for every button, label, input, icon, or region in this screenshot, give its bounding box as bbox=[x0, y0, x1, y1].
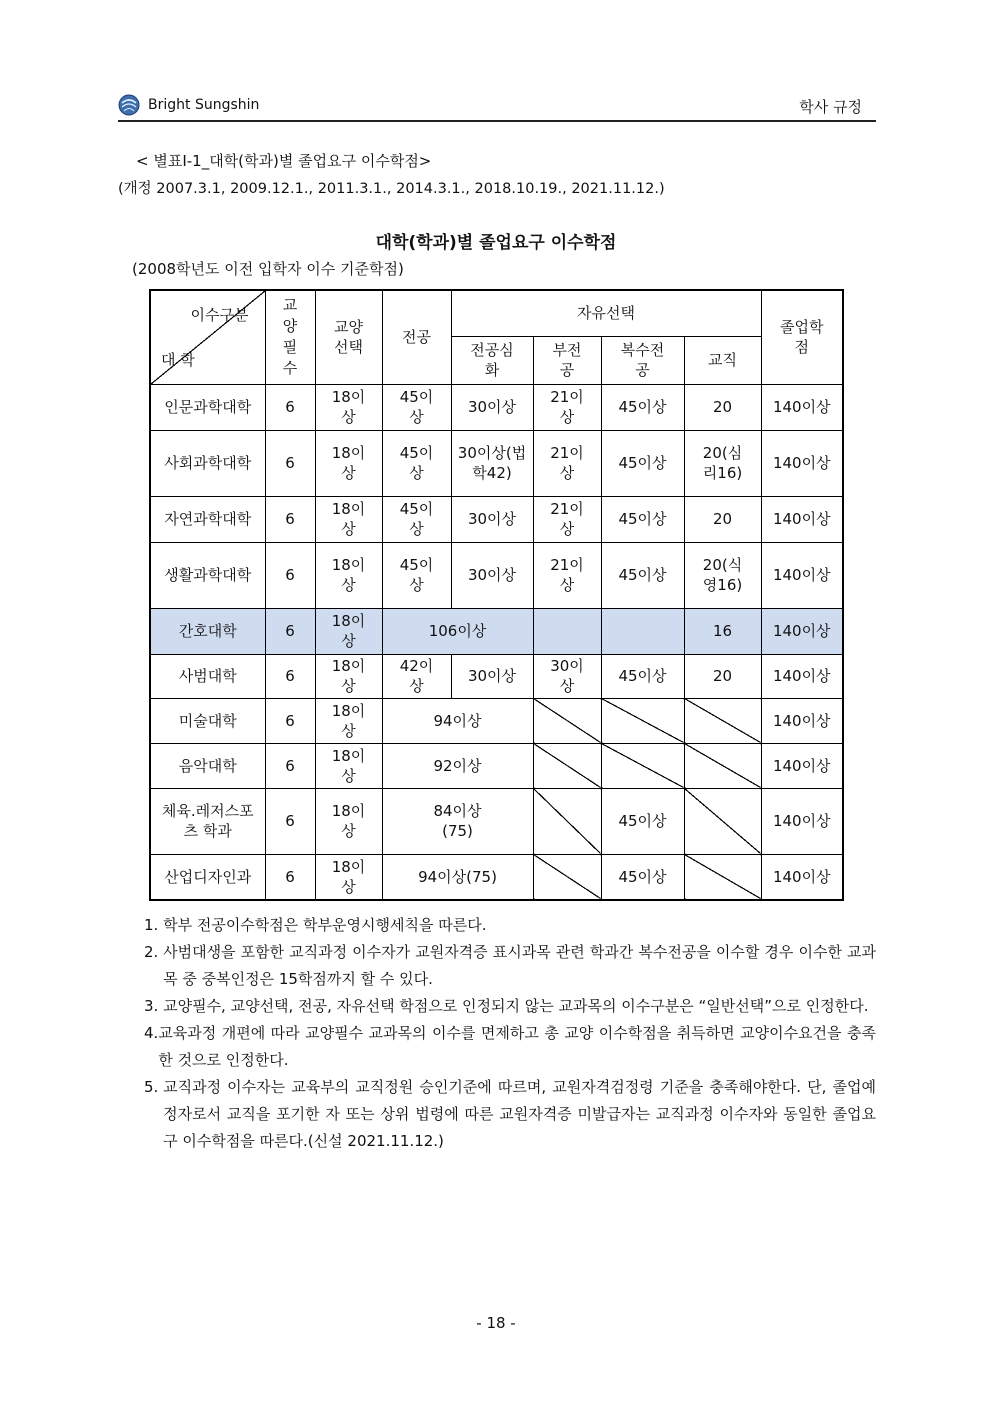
ge-elective-credits: 18이상 bbox=[315, 496, 382, 542]
table-row bbox=[150, 654, 843, 698]
table-row bbox=[150, 496, 843, 542]
college-name: 체육.레저스포츠 학과 bbox=[150, 788, 265, 854]
ge-required-credits: 6 bbox=[265, 384, 315, 430]
ge-required-credits: 6 bbox=[265, 654, 315, 698]
ge-required-credits: 6 bbox=[265, 788, 315, 854]
total-credits: 140이상 bbox=[761, 430, 843, 496]
advanced-major-credits: 30이상(법학42) bbox=[451, 430, 533, 496]
table-row bbox=[150, 854, 843, 900]
teaching-credits: 20 bbox=[684, 654, 761, 698]
ge-elective-credits: 18이상 bbox=[315, 608, 382, 654]
table-row-highlighted bbox=[150, 608, 843, 654]
table-subtitle: (2008학년도 이전 입학자 이수 기준학점) bbox=[132, 260, 404, 278]
advanced-major-credits: 30이상 bbox=[451, 542, 533, 608]
ge-required-credits: 6 bbox=[265, 496, 315, 542]
ge-elective-credits: 18이상 bbox=[315, 430, 382, 496]
header-row-1 bbox=[150, 290, 843, 336]
empty-diagonal-cell bbox=[533, 743, 601, 788]
major-credits: 45이상 bbox=[382, 496, 451, 542]
header-double-major: 복수전공 bbox=[601, 336, 684, 384]
teaching-credits: 20(식영16) bbox=[684, 542, 761, 608]
advanced-major-credits: 30이상 bbox=[451, 654, 533, 698]
advanced-major-credits: 30이상 bbox=[451, 496, 533, 542]
revision-history: (개정 2007.3.1, 2009.12.1., 2011.3.1., 2014.3.1., 2018.10.19., 2021.11.12.) bbox=[118, 181, 665, 197]
document-title: 학사 규정 bbox=[799, 98, 862, 116]
college-name: 간호대학 bbox=[150, 608, 265, 654]
major-credits: 45이상 bbox=[382, 542, 451, 608]
note-item: 2. 사범대생을 포함한 교직과정 이수자가 교원자격증 표시과목 관련 학과간 복수전공을 이수할 경우 이수한 교과목 중 중복인정은 15학점까지 할 수 있다. bbox=[144, 943, 876, 988]
teaching-credits: 20(심리16) bbox=[684, 430, 761, 496]
college-name: 생활과학대학 bbox=[150, 542, 265, 608]
corner-label-college: 대 학 bbox=[161, 350, 195, 369]
college-name: 자연과학대학 bbox=[150, 496, 265, 542]
header-teaching: 교직 bbox=[684, 336, 761, 384]
notes-list bbox=[144, 912, 876, 1155]
empty-diagonal-cell bbox=[533, 698, 601, 743]
header-ge-elective: 교양선택 bbox=[315, 290, 382, 384]
total-credits: 140이상 bbox=[761, 788, 843, 854]
empty-diagonal-cell bbox=[684, 788, 761, 854]
header-advanced-major: 전공심화 bbox=[451, 336, 533, 384]
empty-diagonal-cell bbox=[533, 608, 601, 654]
ge-required-credits: 6 bbox=[265, 854, 315, 900]
total-credits: 140이상 bbox=[761, 743, 843, 788]
double-major-credits: 45이상 bbox=[601, 430, 684, 496]
ge-required-credits: 6 bbox=[265, 608, 315, 654]
major-credits-merged: 94이상 bbox=[382, 698, 533, 743]
empty-diagonal-cell bbox=[533, 788, 601, 854]
ge-elective-credits: 18이상 bbox=[315, 654, 382, 698]
brand-name: Bright Sungshin bbox=[148, 97, 260, 113]
total-credits: 140이상 bbox=[761, 698, 843, 743]
ge-elective-credits: 18이상 bbox=[315, 384, 382, 430]
college-name: 산업디자인과 bbox=[150, 854, 265, 900]
minor-credits: 21이상 bbox=[533, 496, 601, 542]
double-major-credits: 45이상 bbox=[601, 654, 684, 698]
major-credits-merged: 84이상(75) bbox=[382, 788, 533, 854]
teaching-credits: 16 bbox=[684, 608, 761, 654]
teaching-credits: 20 bbox=[684, 496, 761, 542]
table-row bbox=[150, 542, 843, 608]
ge-elective-credits: 18이상 bbox=[315, 743, 382, 788]
graduation-credits-table bbox=[149, 289, 844, 901]
empty-diagonal-cell bbox=[684, 743, 761, 788]
note-item: 3. 교양필수, 교양선택, 전공, 자유선택 학점으로 인정되지 않는 교과목의 이수구분은 “일반선택”으로 인정한다. bbox=[144, 997, 869, 1015]
ge-required-credits: 6 bbox=[265, 698, 315, 743]
ge-required-credits: 6 bbox=[265, 430, 315, 496]
double-major-credits: 45이상 bbox=[601, 788, 684, 854]
ge-elective-credits: 18이상 bbox=[315, 788, 382, 854]
note-item: 1. 학부 전공이수학점은 학부운영시행세칙을 따른다. bbox=[144, 916, 487, 934]
note-item: 4. 교육과정 개편에 따라 교양필수 교과목의 이수를 면제하고 총 교양 이수학점을 취득하면 교양이수요건을 충족한 것으로 인정한다. bbox=[144, 1024, 876, 1069]
ge-required-credits: 6 bbox=[265, 743, 315, 788]
minor-credits: 21이상 bbox=[533, 430, 601, 496]
table-row bbox=[150, 698, 843, 743]
double-major-credits: 45이상 bbox=[601, 854, 684, 900]
annex-title: < 별표Ⅰ-1_대학(학과)별 졸업요구 이수학점> bbox=[136, 152, 432, 170]
double-major-credits: 45이상 bbox=[601, 496, 684, 542]
ge-elective-credits: 18이상 bbox=[315, 854, 382, 900]
minor-credits: 21이상 bbox=[533, 384, 601, 430]
college-name: 미술대학 bbox=[150, 698, 265, 743]
table-row bbox=[150, 384, 843, 430]
header-free-elective: 자유선택 bbox=[451, 290, 761, 336]
advanced-major-credits: 30이상 bbox=[451, 384, 533, 430]
table-row bbox=[150, 788, 843, 854]
header-ge-required: 교양필수 bbox=[265, 290, 315, 384]
minor-credits: 21이상 bbox=[533, 542, 601, 608]
double-major-credits: 45이상 bbox=[601, 542, 684, 608]
ge-elective-credits: 18이상 bbox=[315, 542, 382, 608]
major-credits-merged: 92이상 bbox=[382, 743, 533, 788]
header-major: 전공 bbox=[382, 290, 451, 384]
ge-elective-credits: 18이상 bbox=[315, 698, 382, 743]
college-name: 인문과학대학 bbox=[150, 384, 265, 430]
major-credits: 45이상 bbox=[382, 430, 451, 496]
major-credits-merged: 106이상 bbox=[382, 608, 533, 654]
table-row bbox=[150, 743, 843, 788]
total-credits: 140이상 bbox=[761, 654, 843, 698]
total-credits: 140이상 bbox=[761, 854, 843, 900]
table-title: 대학(학과)별 졸업요구 이수학점 bbox=[375, 233, 617, 253]
empty-diagonal-cell bbox=[684, 854, 761, 900]
corner-cell bbox=[150, 290, 265, 384]
header-minor: 부전공 bbox=[533, 336, 601, 384]
major-credits-merged: 94이상(75) bbox=[382, 854, 533, 900]
page-number: - 18 - bbox=[476, 1314, 516, 1332]
empty-diagonal-cell bbox=[601, 698, 684, 743]
empty-diagonal-cell bbox=[684, 698, 761, 743]
college-name: 사범대학 bbox=[150, 654, 265, 698]
college-name: 음악대학 bbox=[150, 743, 265, 788]
empty-diagonal-cell bbox=[601, 743, 684, 788]
major-credits: 45이상 bbox=[382, 384, 451, 430]
header-total-credits: 졸업학점 bbox=[761, 290, 843, 384]
total-credits: 140이상 bbox=[761, 496, 843, 542]
note-item: 5. 교직과정 이수자는 교육부의 교직정원 승인기준에 따르며, 교원자격검정령 기준을 충족해야한다. 단, 졸업예정자로서 교직을 포기한 자 또는 상위 법령에 따른 교원자격증 미발급자는 교직과정 이수자와 동일한 졸업요구 이수학점을 따른다.(신설 2021.11.12.) bbox=[144, 1078, 876, 1150]
teaching-credits: 20 bbox=[684, 384, 761, 430]
college-name: 사회과학대학 bbox=[150, 430, 265, 496]
major-credits: 42이상 bbox=[382, 654, 451, 698]
corner-label-category: 이수구분 bbox=[190, 306, 249, 324]
page-header bbox=[118, 90, 876, 122]
ge-required-credits: 6 bbox=[265, 542, 315, 608]
minor-credits: 30이상 bbox=[533, 654, 601, 698]
total-credits: 140이상 bbox=[761, 608, 843, 654]
empty-diagonal-cell bbox=[533, 854, 601, 900]
total-credits: 140이상 bbox=[761, 542, 843, 608]
total-credits: 140이상 bbox=[761, 384, 843, 430]
table-row bbox=[150, 430, 843, 496]
sungshin-logo-icon bbox=[118, 94, 140, 116]
double-major-credits: 45이상 bbox=[601, 384, 684, 430]
empty-diagonal-cell bbox=[601, 608, 684, 654]
